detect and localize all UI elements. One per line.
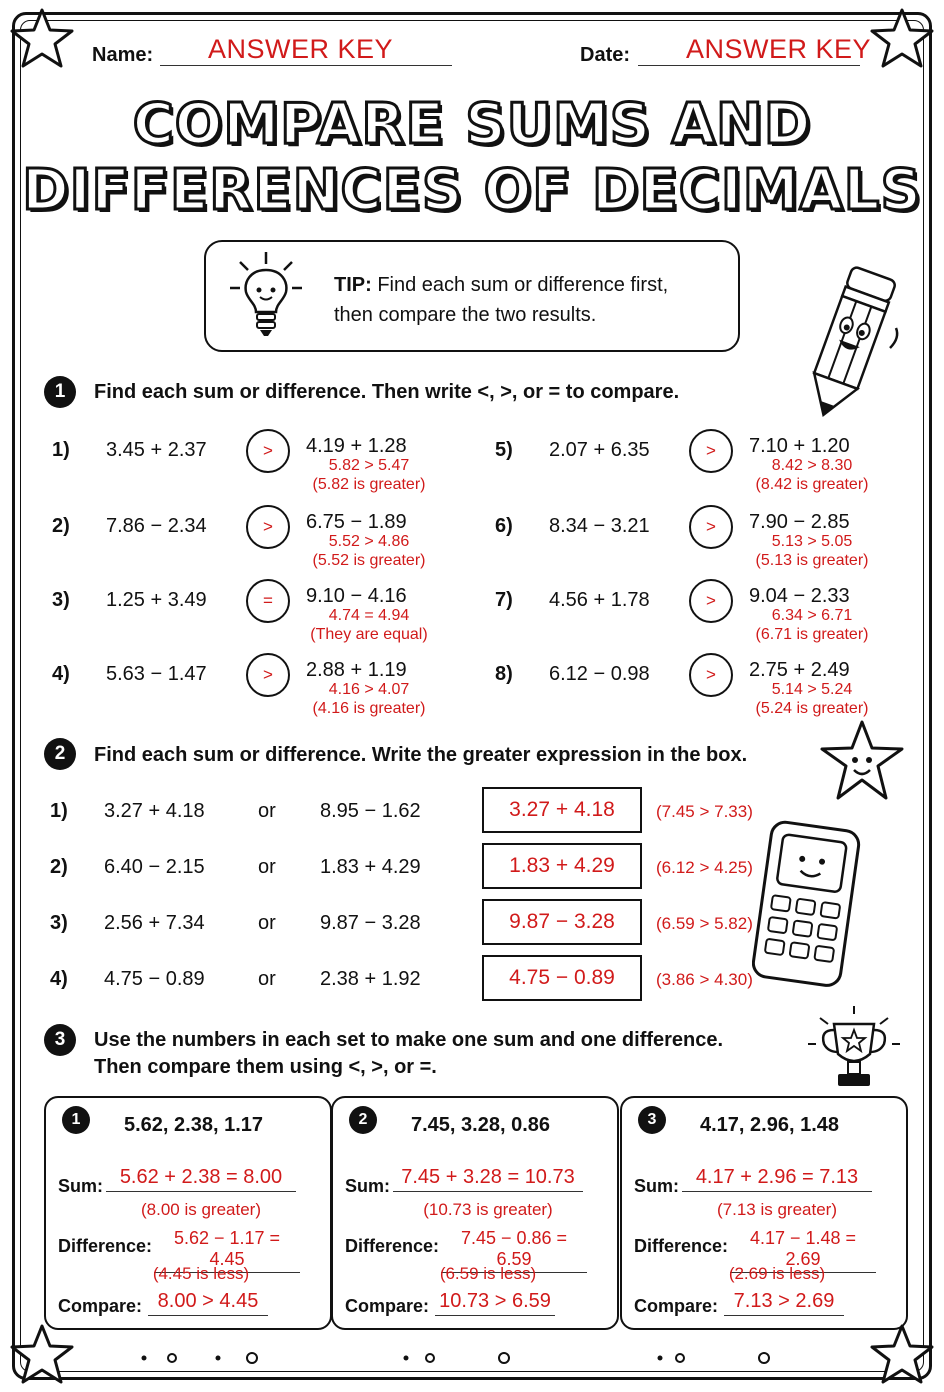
left-expression: 4.56 + 1.78: [549, 589, 650, 611]
date-label: Date:: [580, 44, 631, 66]
left-expression: 2.56 + 7.34: [104, 912, 205, 934]
star-icon: [868, 6, 936, 70]
problem-number: 2): [50, 856, 68, 878]
right-expression: 4.19 + 1.28: [306, 435, 407, 457]
left-expression: 6.40 − 2.15: [104, 856, 205, 878]
work-comparison: 5.14 > 5.24: [771, 681, 853, 698]
tip-label: TIP:: [334, 274, 372, 296]
difference-answer-field[interactable]: 4.17 − 1.48 = 2.69: [730, 1228, 876, 1273]
section3-number: 3: [44, 1024, 76, 1056]
left-expression: 3.27 + 4.18: [104, 800, 205, 822]
card-number: 1: [62, 1106, 90, 1134]
sum-label: Sum:: [634, 1176, 679, 1196]
problem-number: 4): [50, 968, 68, 990]
card-number: 3: [638, 1106, 666, 1134]
tip-text: [334, 270, 668, 330]
left-expression: 4.75 − 0.89: [104, 968, 205, 990]
compare-answer-field[interactable]: 7.13 > 2.69: [724, 1290, 844, 1316]
right-expression: 9.87 − 3.28: [320, 912, 421, 934]
or-label: or: [258, 968, 276, 990]
work-comparison: 5.82 > 5.47: [328, 457, 410, 474]
section2-instruction: Find each sum or difference. Write the greater expression in the box.: [94, 744, 748, 766]
difference-label: Difference:: [634, 1236, 729, 1256]
sum-note: (8.00 is greater): [141, 1200, 261, 1219]
right-expression: 7.90 − 2.85: [749, 511, 850, 533]
right-expression: 9.10 − 4.16: [306, 585, 407, 607]
compare-symbol-circle[interactable]: >: [689, 653, 733, 697]
card-number: 2: [349, 1106, 377, 1134]
left-expression: 3.45 + 2.37: [106, 439, 207, 461]
number-set: 5.62, 2.38, 1.17: [124, 1114, 264, 1136]
sum-label: Sum:: [345, 1176, 390, 1196]
answer-box[interactable]: 1.83 + 4.29: [482, 843, 642, 889]
compare-label: Compare:: [58, 1296, 143, 1316]
problem-number: 3): [52, 589, 70, 611]
name-value: ANSWER KEY: [208, 34, 394, 64]
lightbulb-icon: [226, 250, 306, 342]
difference-note: (6.59 is less): [439, 1264, 537, 1283]
answer-note: (7.45 > 7.33): [656, 802, 753, 821]
page-title-line1: COMPARE SUMS AND: [132, 92, 812, 157]
star-icon: [8, 1322, 76, 1386]
right-expression: 1.83 + 4.29: [320, 856, 421, 878]
left-expression: 7.86 − 2.34: [106, 515, 207, 537]
sum-note: (7.13 is greater): [717, 1200, 837, 1219]
date-value: ANSWER KEY: [686, 34, 872, 64]
problem-number: 7): [495, 589, 513, 611]
section1-number: 1: [44, 376, 76, 408]
left-expression: 6.12 − 0.98: [549, 663, 650, 685]
work-comparison: 5.52 > 4.86: [328, 533, 410, 550]
section3-instruction-line1: Use the numbers in each set to make one sum and one difference.: [94, 1029, 724, 1051]
number-set: 7.45, 3.28, 0.86: [411, 1114, 551, 1136]
compare-label: Compare:: [345, 1296, 430, 1316]
compare-label: Compare:: [634, 1296, 719, 1316]
work-comparison: 4.74 = 4.94: [328, 607, 410, 624]
difference-answer-field[interactable]: 7.45 − 0.86 = 6.59: [441, 1228, 587, 1273]
right-expression: 9.04 − 2.33: [749, 585, 850, 607]
right-expression: 8.95 − 1.62: [320, 800, 421, 822]
page-title-line2: DIFFERENCES OF DECIMALS: [22, 158, 922, 223]
difference-note: (2.69 is less): [728, 1264, 826, 1283]
left-expression: 2.07 + 6.35: [549, 439, 650, 461]
problem-number: 1): [52, 439, 70, 461]
work-note: (5.82 is greater): [312, 476, 426, 493]
problem-number: 8): [495, 663, 513, 685]
compare-symbol-circle[interactable]: >: [246, 653, 290, 697]
work-note: (4.16 is greater): [312, 700, 426, 717]
difference-answer-field[interactable]: 5.62 − 1.17 = 4.45: [154, 1228, 300, 1273]
section1-instruction: Find each sum or difference. Then write <, >, or = to compare.: [94, 381, 680, 403]
difference-label: Difference:: [345, 1236, 440, 1256]
work-note: (5.52 is greater): [312, 552, 426, 569]
right-expression: 2.75 + 2.49: [749, 659, 850, 681]
star-icon: [868, 1322, 936, 1386]
work-comparison: 4.16 > 4.07: [328, 681, 410, 698]
compare-symbol-circle[interactable]: >: [689, 579, 733, 623]
number-set: 4.17, 2.96, 1.48: [700, 1114, 840, 1136]
compare-symbol-circle[interactable]: >: [246, 429, 290, 473]
problem-number: 1): [50, 800, 68, 822]
sum-answer-field[interactable]: 5.62 + 2.38 = 8.00: [106, 1166, 296, 1192]
star-icon: [816, 718, 908, 804]
right-expression: 2.88 + 1.19: [306, 659, 407, 681]
tip-line1: Find each sum or difference first,: [371, 274, 669, 296]
work-comparison: 6.34 > 6.71: [771, 607, 853, 624]
left-expression: 5.63 − 1.47: [106, 663, 207, 685]
work-comparison: 8.42 > 8.30: [771, 457, 853, 474]
compare-answer-field[interactable]: 10.73 > 6.59: [435, 1290, 555, 1316]
answer-box[interactable]: 9.87 − 3.28: [482, 899, 642, 945]
section2-number: 2: [44, 738, 76, 770]
work-comparison: 5.13 > 5.05: [771, 533, 853, 550]
work-note: (6.71 is greater): [755, 626, 869, 643]
problem-number: 5): [495, 439, 513, 461]
star-icon: [8, 6, 76, 70]
compare-symbol-circle[interactable]: >: [689, 429, 733, 473]
problem-number: 2): [52, 515, 70, 537]
left-expression: 8.34 − 3.21: [549, 515, 650, 537]
decorative-dots: [130, 1348, 810, 1368]
calculator-icon: [752, 818, 862, 990]
sum-note: (10.73 is greater): [423, 1200, 553, 1219]
compare-symbol-circle[interactable]: >: [246, 505, 290, 549]
compare-answer-field[interactable]: 8.00 > 4.45: [148, 1290, 268, 1316]
problem-number: 4): [52, 663, 70, 685]
compare-symbol-circle[interactable]: =: [246, 579, 290, 623]
section3-instruction-line2: Then compare them using <, >, or =.: [94, 1056, 437, 1078]
answer-note: (6.59 > 5.82): [656, 914, 753, 933]
work-note: (5.24 is greater): [755, 700, 869, 717]
right-expression: 2.38 + 1.92: [320, 968, 421, 990]
answer-box[interactable]: 4.75 − 0.89: [482, 955, 642, 1001]
or-label: or: [258, 912, 276, 934]
work-note: (They are equal): [310, 626, 428, 643]
left-expression: 1.25 + 3.49: [106, 589, 207, 611]
answer-box[interactable]: 3.27 + 4.18: [482, 787, 642, 833]
problem-number: 3): [50, 912, 68, 934]
sum-answer-field[interactable]: 4.17 + 2.96 = 7.13: [682, 1166, 872, 1192]
or-label: or: [258, 856, 276, 878]
work-note: (5.13 is greater): [755, 552, 869, 569]
trophy-icon: [806, 1004, 902, 1096]
answer-note: (3.86 > 4.30): [656, 970, 753, 989]
right-expression: 6.75 − 1.89: [306, 511, 407, 533]
answer-note: (6.12 > 4.25): [656, 858, 753, 877]
difference-note: (4.45 is less): [152, 1264, 250, 1283]
sum-label: Sum:: [58, 1176, 103, 1196]
work-note: (8.42 is greater): [755, 476, 869, 493]
tip-line2: then compare the two results.: [334, 304, 597, 326]
difference-label: Difference:: [58, 1236, 153, 1256]
name-label: Name:: [92, 44, 154, 66]
or-label: or: [258, 800, 276, 822]
pencil-icon: [796, 262, 906, 428]
problem-number: 6): [495, 515, 513, 537]
compare-symbol-circle[interactable]: >: [689, 505, 733, 549]
right-expression: 7.10 + 1.20: [749, 435, 850, 457]
sum-answer-field[interactable]: 7.45 + 3.28 = 10.73: [393, 1166, 583, 1192]
